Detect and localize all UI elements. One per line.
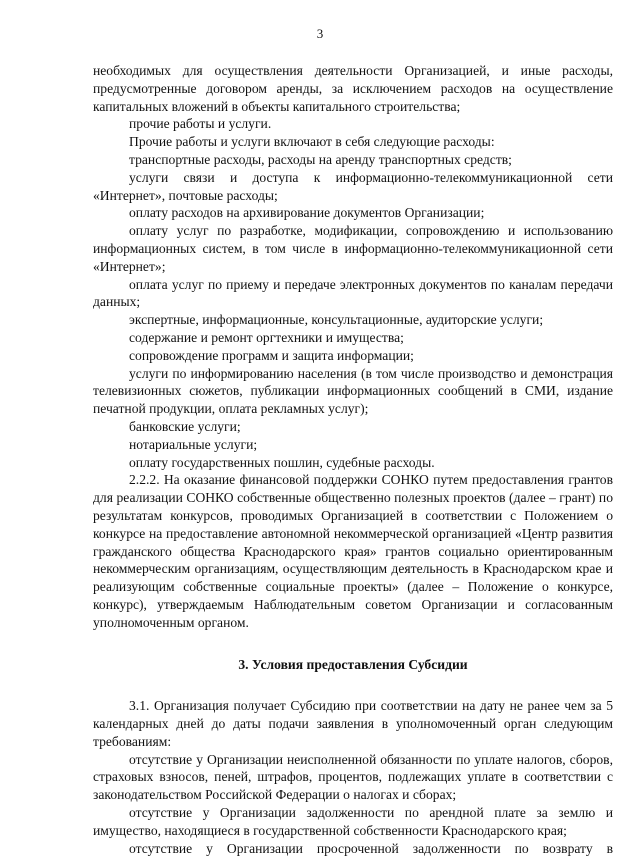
paragraph: 2.2.2. На оказание финансовой поддержки СОНКО путем предоставления грантов для реализации СОНКО собственные общественно полезных проектов (далее – грант) по результатам конкурсов, проводимых Организацией в соответствии с Положением о конкурсе на предоставление автономной некоммерческой организацией «Центр развития гражданского общества Краснодарского края» грантов социально ориентированным некоммерческим организациям, осуществляющим деятельность в Краснодарском крае и реализующим собственные социальные проекты» (далее – Положение о конкурсе, конкурс), утверждаемым Наблюдательным советом Организации и согласованным уполномоченным органом. bbox=[93, 472, 613, 630]
paragraph: содержание и ремонт оргтехники и имущества; bbox=[129, 329, 404, 345]
paragraph: оплата услуг по приему и передаче электронных документов по каналам передачи данных; bbox=[93, 276, 613, 310]
paragraph: Прочие работы и услуги включают в себя следующие расходы: bbox=[129, 134, 495, 150]
paragraph: услуги связи и доступа к информационно-телекоммуникационной сети «Интернет», почтовые расходы; bbox=[93, 169, 613, 203]
paragraph: необходимых для осуществления деятельности Организацией, и иные расходы, предусмотренные договором аренды, за исключением расходов на осуществление капитальных вложений в объекты капитального строительства; bbox=[93, 63, 613, 114]
paragraph: отсутствие у Организации просроченной задолженности по возврату в bbox=[129, 840, 613, 856]
paragraph: прочие работы и услуги. bbox=[129, 116, 272, 132]
paragraph: транспортные расходы, расходы на аренду транспортных средств; bbox=[129, 151, 512, 167]
paragraph: 3.1. Организация получает Субсидию при соответствии на дату не ранее чем за 5 календарных дней до даты подачи заявления в уполномоченный орган следующим требованиям: bbox=[93, 698, 613, 749]
paragraph: отсутствие у Организации задолженности по арендной плате за землю и имущество, находящиеся в государственной собственности Краснодарского края; bbox=[93, 805, 613, 838]
paragraph: оплату услуг по разработке, модификации, сопровождению и использованию информационных систем, в том числе в информационно-телекоммуникационной сети «Интернет»; bbox=[93, 223, 613, 274]
page-number: 3 bbox=[316, 26, 324, 41]
section-heading: 3. Условия предоставления Субсидии bbox=[238, 656, 468, 672]
paragraph: оплату государственных пошлин, судебные расходы. bbox=[129, 454, 435, 470]
paragraph: сопровождение программ и защита информации; bbox=[129, 347, 414, 363]
paragraph: оплату расходов на архивирование документов Организации; bbox=[129, 205, 485, 221]
paragraph: экспертные, информационные, консультационные, аудиторские услуги; bbox=[129, 312, 544, 328]
paragraph: нотариальные услуги; bbox=[129, 436, 258, 452]
document-body bbox=[93, 62, 613, 857]
paragraph: услуги по информированию населения (в том числе производство и демонстрация телевизионных сюжетов, публикации информационных сообщений в СМИ, издание печатной продукции, оплата рекламных услуг); bbox=[93, 365, 613, 417]
paragraph: отсутствие у Организации неисполненной обязанности по уплате налогов, сборов, страховых взносов, пеней, штрафов, процентов, подлежащих уплате в соответствии с законодательством Российской Федерации о налогах и сборах; bbox=[93, 751, 613, 803]
paragraph: банковские услуги; bbox=[129, 418, 241, 434]
